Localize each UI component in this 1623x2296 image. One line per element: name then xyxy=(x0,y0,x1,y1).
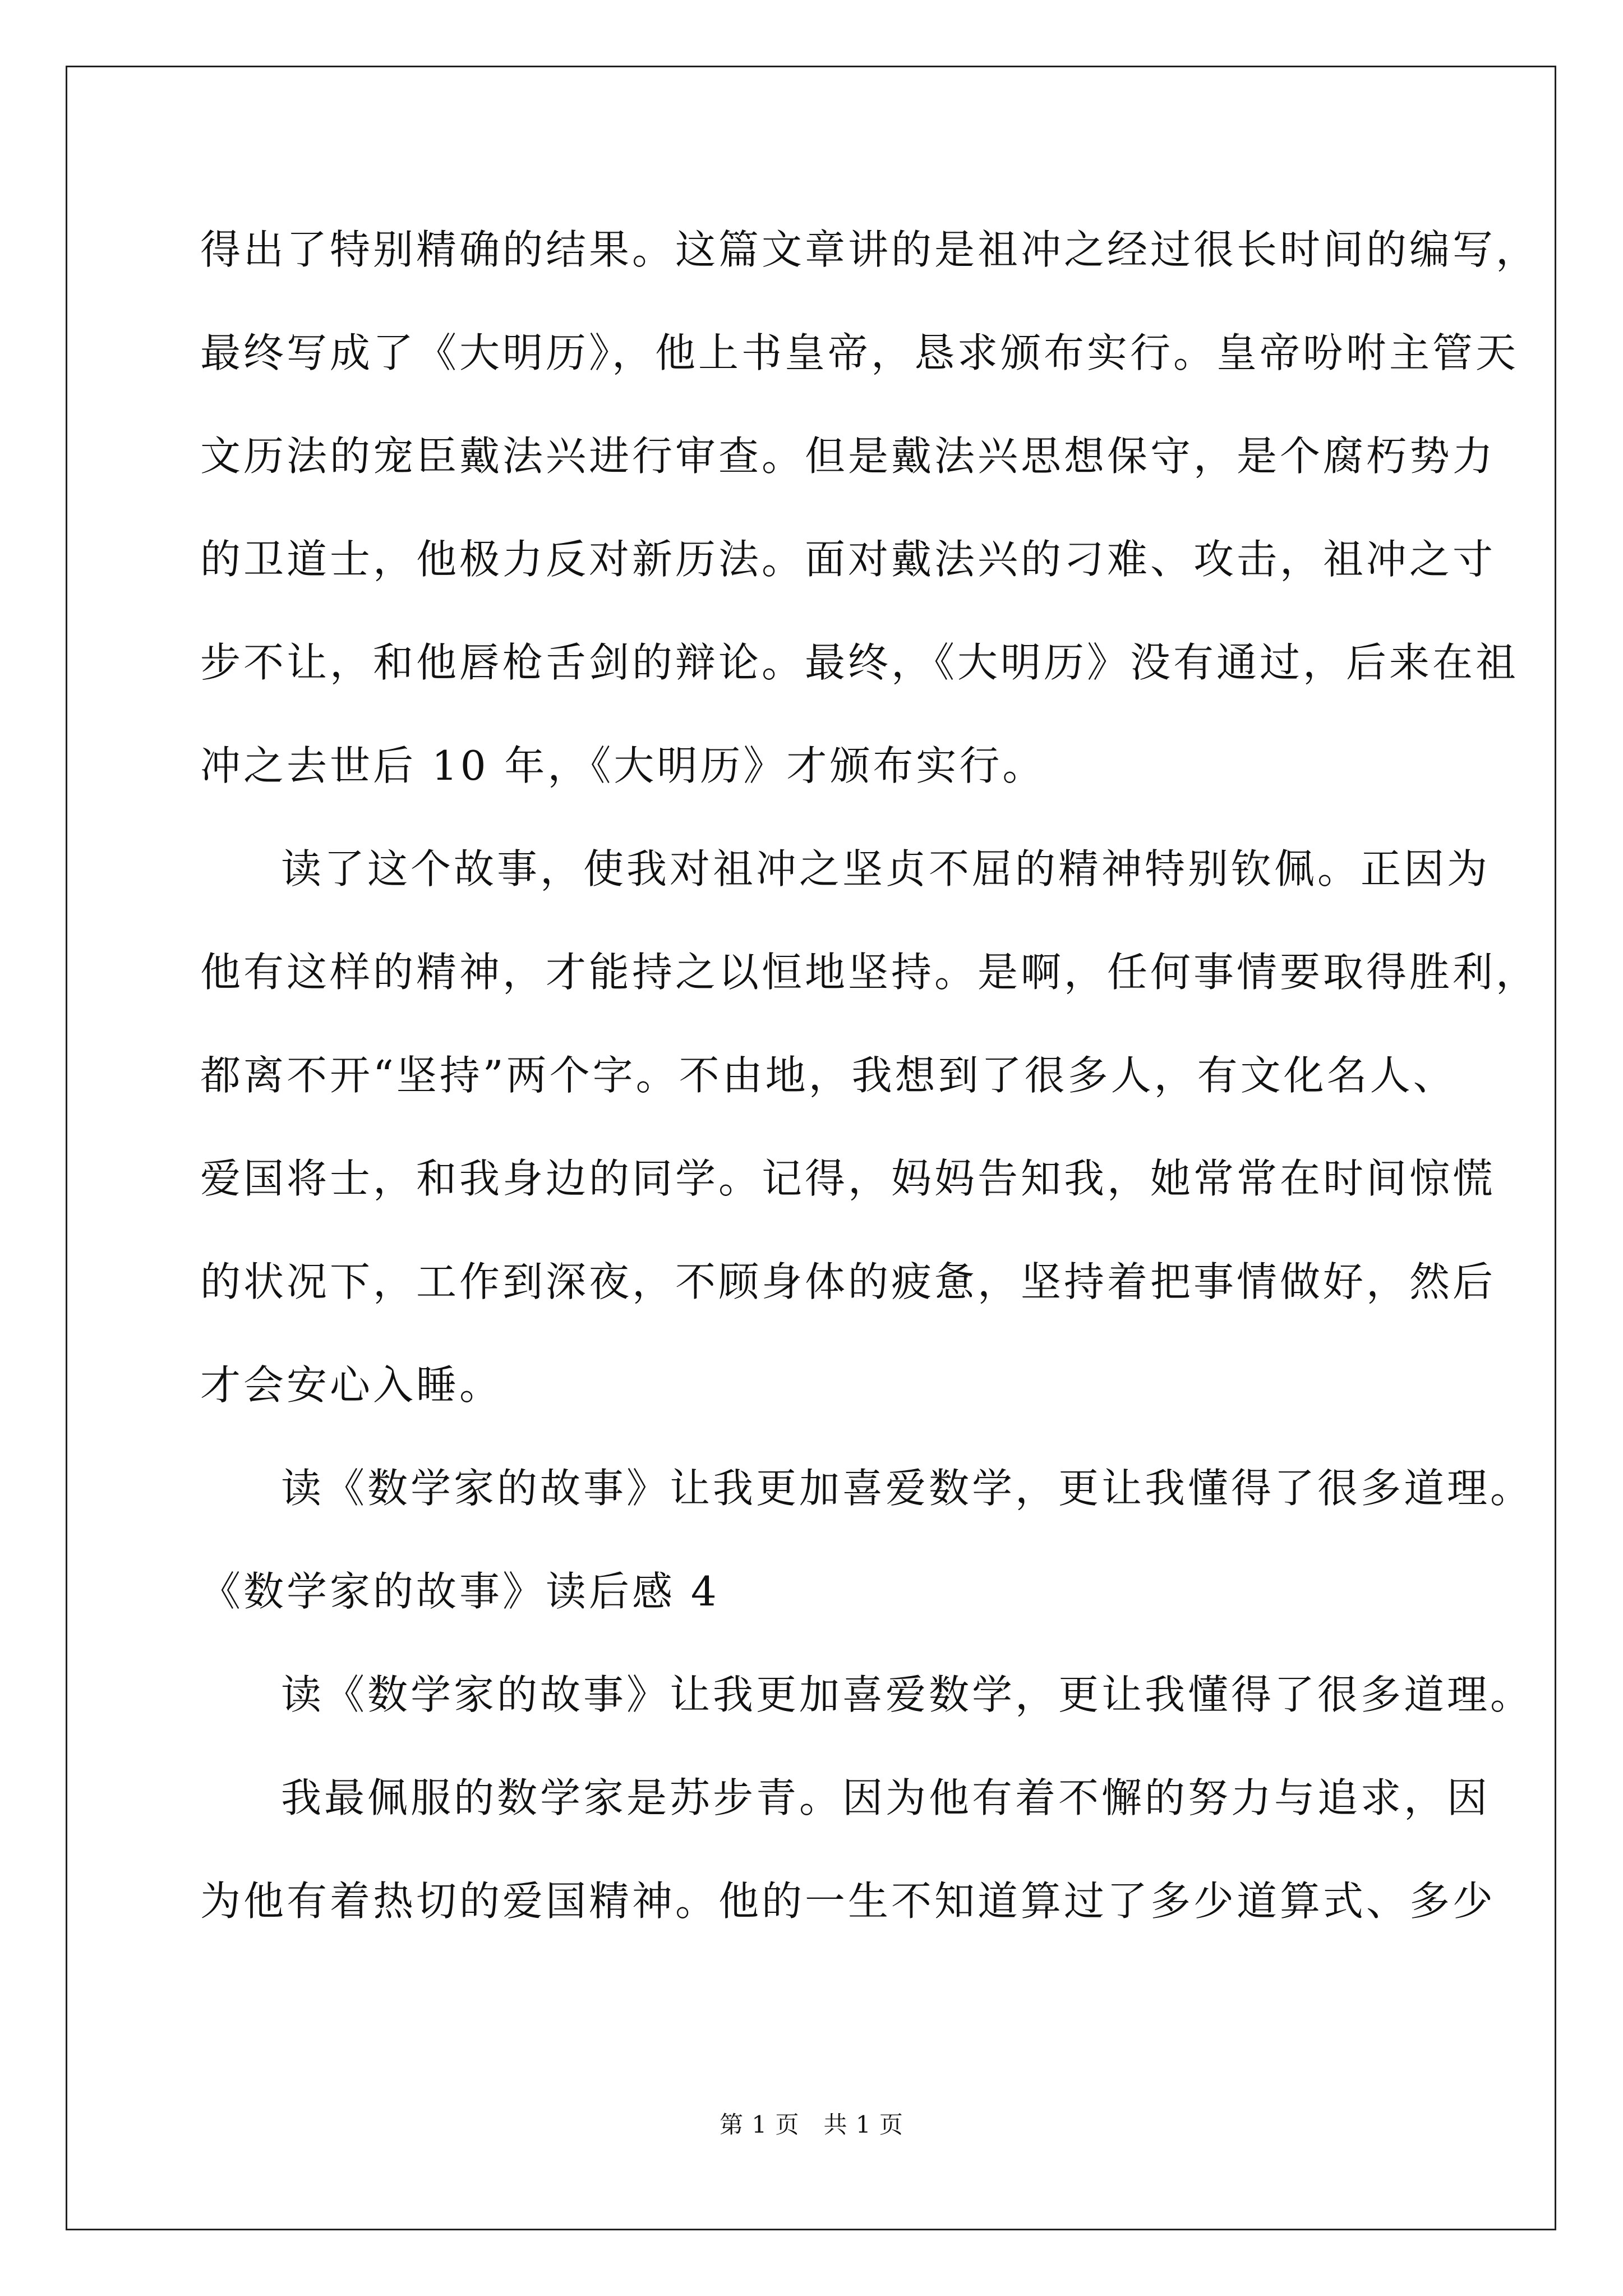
document-body xyxy=(200,216,1539,1971)
text-line: 步不让，和他唇枪舌剑的辩论。最终，《大明历》没有通过，后来在祖 xyxy=(200,639,1519,686)
text-line: 最终写成了《大明历》，他上书皇帝，恳求颁布实行。皇帝吩咐主管天 xyxy=(200,329,1519,376)
text-line: 读《数学家的故事》让我更加喜爱数学，更让我懂得了很多道理。 xyxy=(281,1671,1534,1718)
text-line: 的状况下，工作到深夜，不顾身体的疲惫，坚持着把事情做好，然后 xyxy=(200,1258,1496,1305)
text-line: 都离不开“坚持”两个字。不由地，我想到了很多人，有文化名人、 xyxy=(200,1052,1456,1099)
text-line: 文历法的宠臣戴法兴进行审查。但是戴法兴思想保守，是个腐朽势力 xyxy=(200,432,1496,480)
page-footer: 第 1 页 共 1 页 xyxy=(720,2111,903,2138)
text-line: 他有这样的精神，才能持之以恒地坚持。是啊，任何事情要取得胜利， xyxy=(200,949,1539,996)
text-line: 才会安心入睡。 xyxy=(200,1361,503,1409)
text-line: 爱国将士，和我身边的同学。记得，妈妈告知我，她常常在时间惊慌 xyxy=(200,1155,1496,1202)
text-line: 读《数学家的故事》让我更加喜爱数学，更让我懂得了很多道理。 xyxy=(281,1465,1534,1512)
text-line: 《数学家的故事》读后感 4 xyxy=(200,1568,720,1615)
text-line: 冲之去世后 10 年，《大明历》才颁布实行。 xyxy=(200,742,1046,789)
text-line: 读了这个故事，使我对祖冲之坚贞不屈的精神特别钦佩。正因为 xyxy=(281,845,1491,892)
text-line: 得出了特别精确的结果。这篇文章讲的是祖冲之经过很长时间的编写， xyxy=(200,226,1539,273)
text-line: 的卫道士，他极力反对新历法。面对戴法兴的刁难、攻击，祖冲之寸 xyxy=(200,536,1496,583)
text-line: 为他有着热切的爱国精神。他的一生不知道算过了多少道算式、多少 xyxy=(200,1878,1496,1925)
text-line: 我最佩服的数学家是苏步青。因为他有着不懈的努力与追求，因 xyxy=(281,1774,1491,1821)
